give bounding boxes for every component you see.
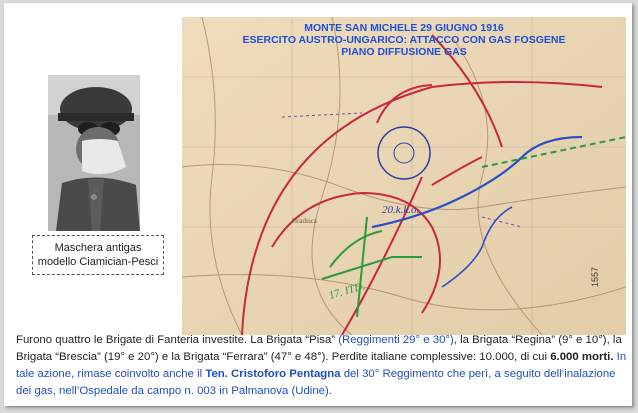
text-segment-lieutenant: Ten. Cristoforo Pentagna <box>205 368 341 380</box>
town-label: Gradisca <box>292 217 317 225</box>
side-number: 1557 <box>590 266 600 287</box>
body-paragraph <box>16 332 630 400</box>
photo-caption <box>32 235 164 275</box>
document-page <box>4 3 632 406</box>
caption-line-2: modello Ciamician-Pesci <box>37 256 159 268</box>
gas-diffusion-map <box>182 17 626 335</box>
gas-mask-photo <box>48 75 140 231</box>
text-segment-1: Furono quattro le Brigate di Fanteria investite. La Brigata “Pisa” <box>16 334 339 346</box>
text-segment-5: In tale azione, rimase coinvolto anche il <box>16 351 627 380</box>
map-title-line-2: ESERCITO AUSTRO-UNGARICO: ATTACCO CON GAS FOSGENE <box>242 34 566 46</box>
unit-label-right: 20.k.k.o. <box>382 204 420 216</box>
text-segment-7: del 30° Reggimento che perì, a seguito dell’inalazione dei gas, nell’Ospedale da campo n. 003 in Palmanova (Udine). <box>16 368 616 397</box>
text-segment-regiments: (Reggimenti 29° e 30°) <box>338 334 454 346</box>
unit-label-left: 17. ITD. <box>327 280 367 302</box>
map-drawing <box>182 17 626 335</box>
caption-line-1: Maschera antigas <box>54 242 142 254</box>
map-title-line-1: MONTE SAN MICHELE 29 GIUGNO 1916 <box>304 22 504 34</box>
map-title-line-3: PIANO DIFFUSIONE GAS <box>341 46 467 58</box>
text-segment-deaths: 6.000 morti. <box>550 351 614 363</box>
text-segment-3: , la Brigata “Regina” (9° e 10°), la Brigata “Brescia” (19° e 20°) e la Brigata “Ferrara” (47° e 48°). Perdite italiane complessive: 10.000, di cui <box>16 334 622 363</box>
